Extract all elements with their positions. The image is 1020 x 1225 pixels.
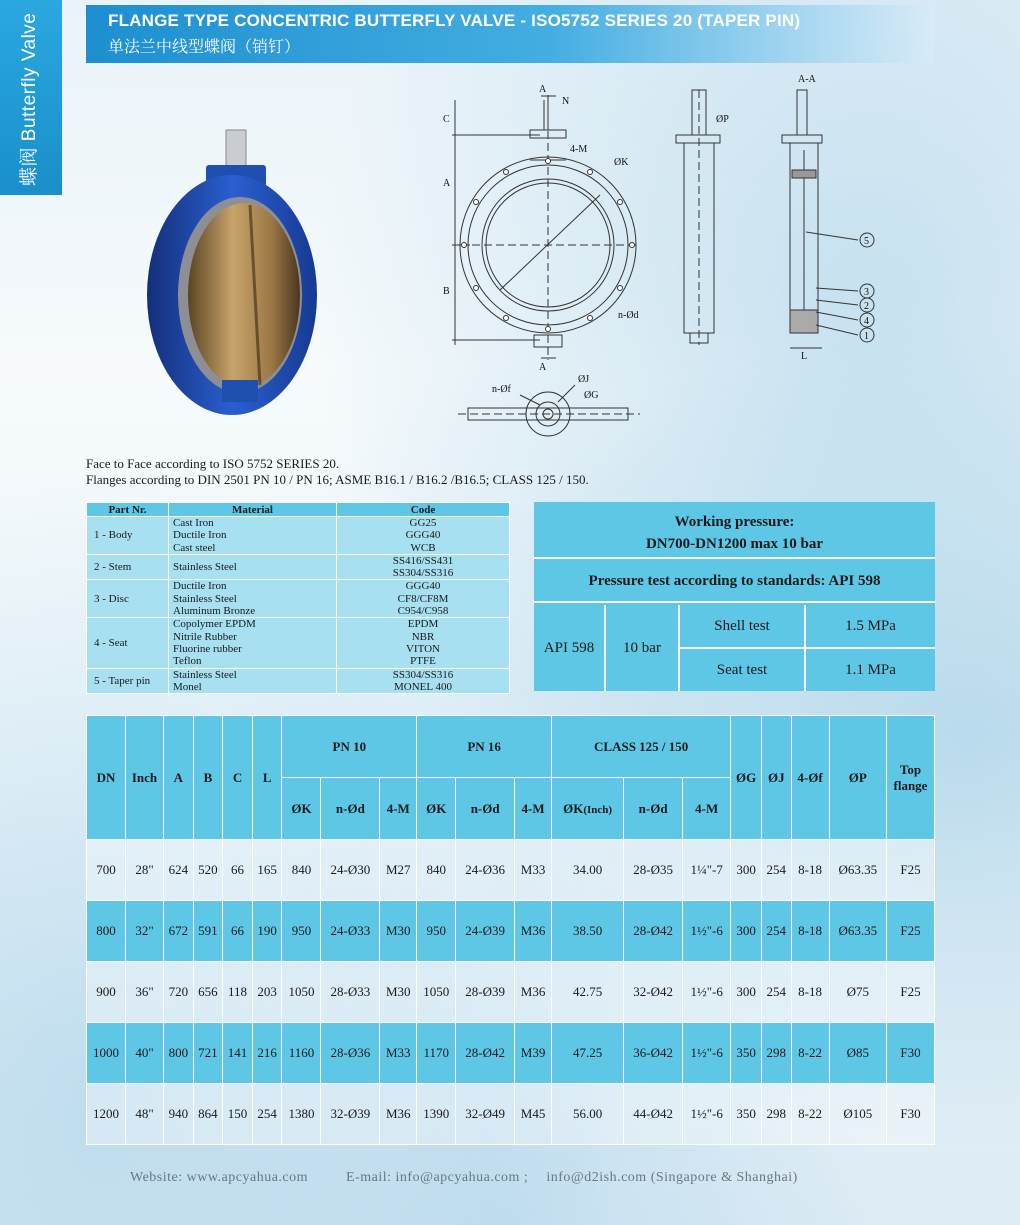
table-cell: 28-Ø35: [624, 840, 683, 901]
table-cell: Ø63.35: [829, 840, 886, 901]
table-cell: Ø105: [829, 1084, 886, 1145]
label-b: B: [443, 286, 450, 297]
dims-sub-class-4m: 4-M: [683, 778, 731, 840]
label-n: N: [562, 96, 570, 107]
table-cell: 721: [193, 1023, 223, 1084]
code: NBR: [411, 630, 435, 643]
table-cell: 32-Ø42: [624, 962, 683, 1023]
dims-sub-class-ok-label: ØK: [563, 800, 584, 816]
table-cell: 1380: [282, 1084, 321, 1145]
shell-test-value: 1.5 MPa: [845, 617, 896, 634]
dims-header-pn10: PN 10: [282, 716, 417, 778]
code: VITON: [405, 642, 440, 655]
dims-header-oj: ØJ: [761, 716, 791, 840]
table-cell: 8-18: [791, 840, 829, 901]
dims-header-top-flange: Top flange: [887, 716, 935, 840]
dims-header-a: A: [164, 716, 194, 840]
table-cell: 520: [193, 840, 223, 901]
dims-sub-pn16-ok: ØK: [417, 778, 456, 840]
label-ok: ØK: [614, 157, 629, 168]
side-tab-label: 蝶阀 Butterfly Valve: [19, 12, 40, 186]
material: Stainless Steel: [173, 592, 237, 605]
pressure-test-title: Pressure test according to standards: API 598: [534, 559, 935, 603]
page-subtitle: 单法兰中线型蝶阀（销钉）: [108, 39, 301, 56]
table-cell: 1½"-6: [683, 962, 731, 1023]
table-cell: 32-Ø39: [321, 1084, 380, 1145]
label-op: ØP: [716, 114, 729, 125]
table-cell: 1160: [282, 1023, 321, 1084]
code: WCB: [410, 541, 436, 554]
code: CF8/CF8M: [397, 592, 449, 605]
table-cell: M27: [380, 840, 417, 901]
table-cell: 28": [126, 840, 164, 901]
table-cell: 300: [731, 962, 762, 1023]
table-cell: 8-22: [791, 1084, 829, 1145]
table-cell: 34.00: [552, 840, 624, 901]
table-cell: 66: [223, 840, 253, 901]
material: Stainless Steel: [173, 668, 237, 681]
dims-header-4-of: 4-Øf: [791, 716, 829, 840]
dims-sub-class-nod: n-Ød: [624, 778, 683, 840]
label-oj: ØJ: [578, 374, 590, 385]
part-name: 3 - Disc: [87, 580, 169, 618]
table-cell: 254: [761, 901, 791, 962]
table-cell: 44-Ø42: [624, 1084, 683, 1145]
label-c: C: [443, 114, 450, 125]
material: Nitrile Rubber: [173, 630, 237, 643]
table-cell: 36": [126, 962, 164, 1023]
label-part-1: 1: [864, 331, 869, 342]
table-cell: 900: [87, 962, 126, 1023]
material: Monel: [173, 680, 202, 693]
code: SS304/SS316: [392, 668, 454, 681]
table-cell: 216: [252, 1023, 282, 1084]
dimensions-table-body: [87, 840, 935, 1145]
table-cell: 700: [87, 840, 126, 901]
label-n-of: n-Øf: [492, 384, 511, 395]
dims-sub-pn10-4m: 4-M: [380, 778, 417, 840]
label-part-2: 2: [864, 301, 869, 312]
footer-website: Website: www.apcyahua.com: [130, 1170, 309, 1185]
label-part-4: 4: [864, 316, 869, 327]
table-cell: F30: [887, 1023, 935, 1084]
table-cell: 1½"-6: [683, 901, 731, 962]
working-pressure: [534, 502, 935, 559]
table-cell: M30: [380, 962, 417, 1023]
parts-row-seat: [87, 618, 510, 668]
table-cell: 656: [193, 962, 223, 1023]
table-cell: M36: [515, 901, 552, 962]
label-section-aa: A-A: [798, 74, 816, 85]
parts-row-stem: [87, 554, 510, 580]
dims-header-inch: Inch: [126, 716, 164, 840]
table-cell: 8-22: [791, 1023, 829, 1084]
material: Cast Iron: [173, 517, 214, 529]
parts-row-body: [87, 517, 510, 555]
parts-table-wrapper: [86, 502, 510, 694]
table-cell: 28-Ø42: [624, 901, 683, 962]
table-cell: 591: [193, 901, 223, 962]
table-cell: 864: [193, 1084, 223, 1145]
table-cell: 28-Ø42: [456, 1023, 515, 1084]
note-flanges: Flanges according to DIN 2501 PN 10 / PN 16; ASME B16.1 / B16.2 /B16.5; CLASS 125 / 150.: [86, 472, 589, 487]
table-cell: 150: [223, 1084, 253, 1145]
table-cell: 1½"-6: [683, 1023, 731, 1084]
material: Cast steel: [173, 541, 216, 554]
table-cell: 950: [282, 901, 321, 962]
table-cell: 300: [731, 901, 762, 962]
footer-email-2: info@d2ish.com (Singapore & Shanghai): [546, 1170, 798, 1185]
table-cell: 8-18: [791, 962, 829, 1023]
seat-test-value: 1.1 MPa: [845, 661, 896, 678]
table-cell: 141: [223, 1023, 253, 1084]
code: SS416/SS431: [392, 554, 454, 567]
table-cell: 800: [87, 901, 126, 962]
table-cell: 1050: [282, 962, 321, 1023]
table-cell: 254: [252, 1084, 282, 1145]
table-cell: F25: [887, 901, 935, 962]
label-section-a-bottom: A: [539, 362, 547, 373]
test-pressure: 10 bar: [623, 639, 661, 656]
table-cell: 254: [761, 962, 791, 1023]
pressure-box: [534, 502, 935, 691]
table-cell: 350: [731, 1084, 762, 1145]
label-l: L: [801, 351, 808, 362]
table-cell: 40": [126, 1023, 164, 1084]
dims-header-c: C: [223, 716, 253, 840]
label-4-m: 4-M: [570, 144, 588, 155]
table-cell: 350: [731, 1023, 762, 1084]
table-cell: 56.00: [552, 1084, 624, 1145]
table-cell: 24-Ø33: [321, 901, 380, 962]
table-cell: 8-18: [791, 901, 829, 962]
standards-notes: [86, 456, 589, 488]
table-cell: 1050: [417, 962, 456, 1023]
table-cell: 24-Ø30: [321, 840, 380, 901]
table-cell: 24-Ø39: [456, 901, 515, 962]
part-name: 5 - Taper pin: [87, 668, 169, 694]
part-name: 4 - Seat: [87, 618, 169, 668]
dims-header-l: L: [252, 716, 282, 840]
table-cell: M36: [515, 962, 552, 1023]
material: Fluorine rubber: [173, 642, 242, 655]
table-cell: 190: [252, 901, 282, 962]
table-cell: 1½"-6: [683, 1084, 731, 1145]
table-cell: 1170: [417, 1023, 456, 1084]
code: GG25: [409, 517, 437, 529]
footer-email: E-mail: info@apcyahua.com ;: [346, 1170, 529, 1185]
working-pressure-title: Working pressure:: [674, 514, 795, 530]
dims-header-class: CLASS 125 / 150: [552, 716, 731, 778]
part-name: 2 - Stem: [87, 554, 169, 580]
label-n-od: n-Ød: [618, 310, 639, 321]
table-cell: 840: [417, 840, 456, 901]
parts-row-taper-pin: [87, 668, 510, 694]
table-cell: Ø63.35: [829, 901, 886, 962]
parts-header-part: Part Nr.: [87, 503, 169, 517]
table-cell: 1390: [417, 1084, 456, 1145]
part-name: 1 - Body: [87, 517, 169, 555]
material: Stainless Steel: [173, 561, 237, 574]
table-cell: 24-Ø36: [456, 840, 515, 901]
code: EPDM: [407, 618, 439, 631]
valve-photo: [147, 130, 317, 415]
working-pressure-value: DN700-DN1200 max 10 bar: [645, 536, 824, 552]
table-cell: 38.50: [552, 901, 624, 962]
test-standard: API 598: [543, 639, 595, 656]
table-cell: F25: [887, 840, 935, 901]
dims-sub-pn16-4m: 4-M: [515, 778, 552, 840]
table-row: [87, 901, 935, 962]
table-cell: M30: [380, 901, 417, 962]
table-cell: M45: [515, 1084, 552, 1145]
table-cell: 42.75: [552, 962, 624, 1023]
table-cell: 32": [126, 901, 164, 962]
label-part-3: 3: [864, 287, 869, 298]
code: MONEL 400: [394, 680, 452, 693]
material: Ductile Iron: [173, 529, 227, 542]
dims-sub-pn16-nod: n-Ød: [456, 778, 515, 840]
material: Copolymer EPDM: [173, 618, 256, 631]
dimensions-table: [86, 715, 935, 1145]
table-cell: 624: [164, 840, 194, 901]
table-row: [87, 1023, 935, 1084]
dims-header-og: ØG: [731, 716, 762, 840]
top-view-drawing: [458, 385, 640, 436]
code: PTFE: [410, 655, 436, 668]
table-cell: 28-Ø33: [321, 962, 380, 1023]
table-row: [87, 1084, 935, 1145]
dims-header-op: ØP: [829, 716, 886, 840]
table-cell: M33: [515, 840, 552, 901]
dims-sub-pn10-nod: n-Ød: [321, 778, 380, 840]
table-cell: Ø75: [829, 962, 886, 1023]
table-cell: 36-Ø42: [624, 1023, 683, 1084]
table-cell: M33: [380, 1023, 417, 1084]
table-cell: 203: [252, 962, 282, 1023]
label-a: A: [443, 178, 451, 189]
dims-sub-class-ok: [552, 778, 624, 840]
dims-sub-class-ok-unit: (Inch): [583, 803, 613, 816]
table-cell: 298: [761, 1023, 791, 1084]
page-title: FLANGE TYPE CONCENTRIC BUTTERFLY VALVE - ISO5752 SERIES 20 (TAPER PIN): [108, 11, 801, 30]
table-cell: 48": [126, 1084, 164, 1145]
table-cell: 940: [164, 1084, 194, 1145]
dims-header-pn16: PN 16: [417, 716, 552, 778]
material: Teflon: [173, 655, 202, 668]
table-cell: 1200: [87, 1084, 126, 1145]
dims-sub-pn10-ok: ØK: [282, 778, 321, 840]
table-row: [87, 840, 935, 901]
material: Ductile Iron: [173, 580, 227, 593]
label-part-5: 5: [864, 236, 869, 247]
code: GGG40: [405, 580, 441, 593]
parts-table: [86, 502, 510, 694]
table-cell: 118: [223, 962, 253, 1023]
table-cell: F30: [887, 1084, 935, 1145]
table-cell: 950: [417, 901, 456, 962]
table-cell: 28-Ø39: [456, 962, 515, 1023]
front-view-drawing: [452, 95, 640, 360]
table-cell: 47.25: [552, 1023, 624, 1084]
material: Aluminum Bronze: [173, 605, 256, 618]
parts-row-disc: [87, 580, 510, 618]
parts-header-material: Material: [169, 503, 337, 517]
side-view-drawing: [676, 90, 720, 345]
note-face-to-face: Face to Face according to ISO 5752 SERIES 20.: [86, 456, 340, 471]
table-cell: 1000: [87, 1023, 126, 1084]
label-section-a-top: A: [539, 84, 547, 95]
table-row: [87, 962, 935, 1023]
table-cell: 28-Ø36: [321, 1023, 380, 1084]
table-cell: 1¼"-7: [683, 840, 731, 901]
table-cell: 298: [761, 1084, 791, 1145]
code: SS304/SS316: [392, 567, 454, 580]
table-cell: M36: [380, 1084, 417, 1145]
table-cell: 66: [223, 901, 253, 962]
code: GGG40: [405, 529, 441, 542]
table-cell: 165: [252, 840, 282, 901]
table-cell: 840: [282, 840, 321, 901]
table-cell: 672: [164, 901, 194, 962]
footer: [130, 1170, 804, 1186]
seat-test-label: Seat test: [716, 661, 768, 678]
table-cell: Ø85: [829, 1023, 886, 1084]
section-view-drawing: [782, 90, 874, 348]
technical-drawing: [0, 0, 1020, 450]
table-cell: 720: [164, 962, 194, 1023]
table-cell: 300: [731, 840, 762, 901]
dims-header-b: B: [193, 716, 223, 840]
shell-test-label: Shell test: [714, 617, 770, 634]
parts-header-code: Code: [337, 503, 510, 517]
dims-header-dn: DN: [87, 716, 126, 840]
label-og: ØG: [584, 390, 599, 401]
table-cell: 800: [164, 1023, 194, 1084]
table-cell: 32-Ø49: [456, 1084, 515, 1145]
table-cell: M39: [515, 1023, 552, 1084]
table-cell: 254: [761, 840, 791, 901]
code: C954/C958: [397, 605, 449, 618]
table-cell: F25: [887, 962, 935, 1023]
